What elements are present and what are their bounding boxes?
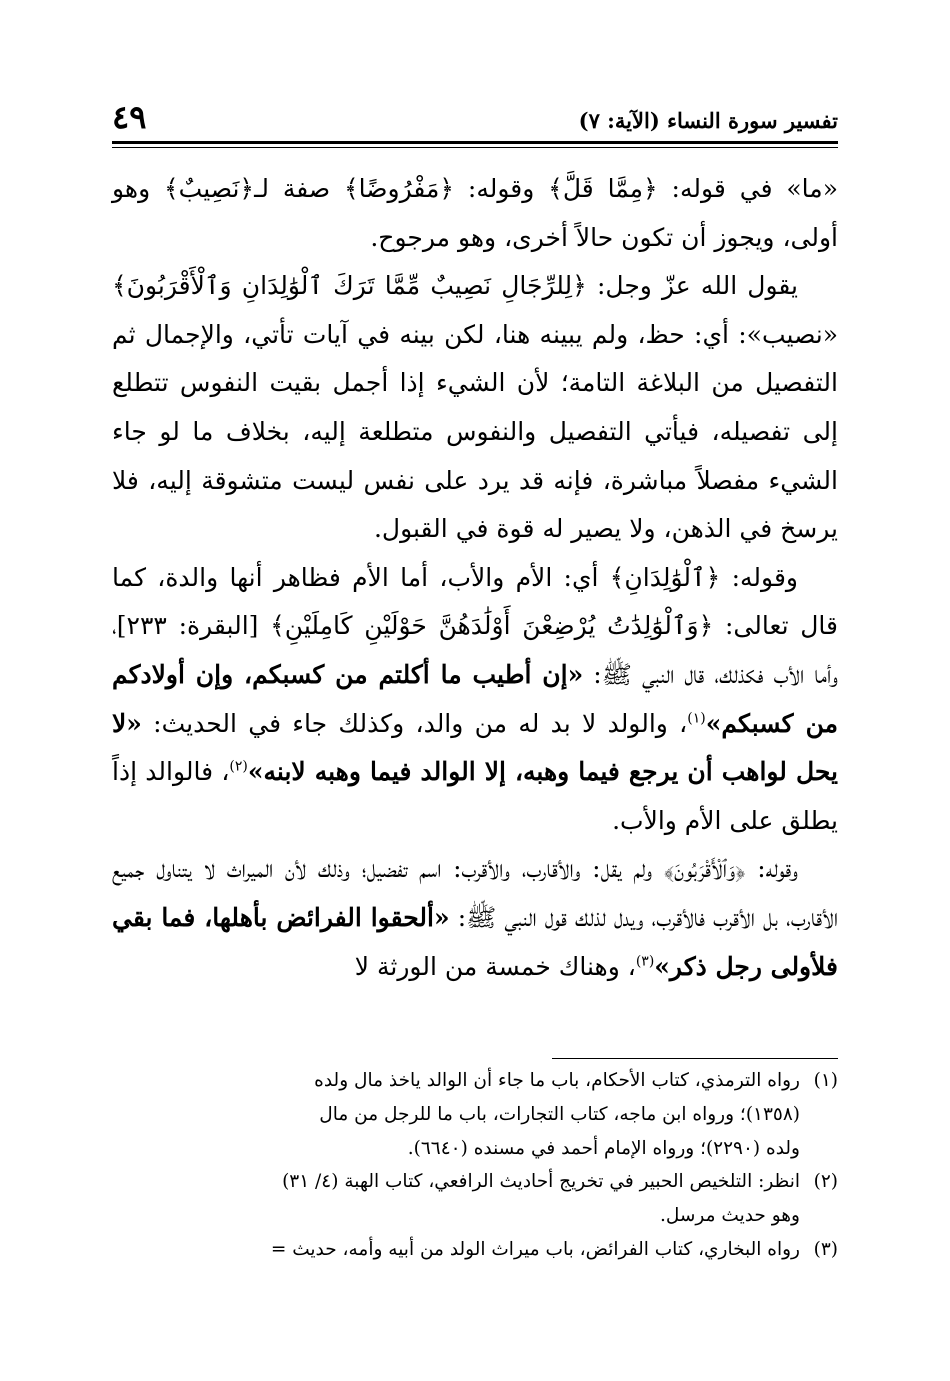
- footnote-text: انظر: التلخيص الحبير في تخريج أحاديث الرافعي، كتاب الهبة (٤/ ٣١): [282, 1171, 800, 1193]
- paragraph-text: ، وهناك خمسة من الورثة لا: [354, 951, 636, 981]
- header-rule-thin: [112, 147, 838, 148]
- footnote: [112, 1064, 838, 1098]
- paragraph-text: وقوله: ﴿ٱلْوَٰلِدَانِ﴾ أي: الأم والأب، أما الأم فظاهر أنها والدة، كما قال تعالى: ﴿وَٱلْوَٰلِدَٰتُ يُرْضِعْنَ أَوْلَٰدَهُنَّ حَوْلَيْنِ كَامِلَيْنِ﴾ [البقرة: ٢٣٣]، وأما الأب فكذلك، قال النبي ﷺ:: [112, 562, 838, 689]
- paragraph: [112, 262, 838, 554]
- header-rule: [112, 141, 838, 144]
- paragraph-text: ، فالوالد إذاً يطلق على الأم والأب.: [112, 757, 838, 835]
- footnote-continuation: ولده (٢٢٩٠)؛ ورواه الإمام أحمد في مسنده (٦٦٤٠).: [407, 1137, 800, 1159]
- footnote: [112, 1165, 838, 1199]
- footnote-text: رواه البخاري، كتاب الفرائض، باب ميراث الولد من أبيه وأمه، حديث =: [270, 1238, 800, 1260]
- paragraph: [112, 845, 838, 991]
- footnotes: [112, 1064, 838, 1267]
- footnote-text: رواه الترمذي، كتاب الأحكام، باب ما جاء أن الوالد ياخذ مال ولده: [314, 1070, 800, 1091]
- footnote: [112, 1233, 838, 1267]
- main-text: [112, 165, 838, 991]
- footnote-ref[interactable]: (١): [687, 710, 706, 727]
- hadith-quote: «إن أطيب ما أكلتم من كسبكم، وإن أولادكم من كسبكم»: [112, 659, 838, 738]
- hadith-quote: «ألحقوا الفرائض بأهلها، فما بقي فلأولى رجل ذكر»: [112, 902, 838, 981]
- paragraph: [112, 554, 838, 846]
- paragraph-text: يقول الله عزّ وجل: ﴿لِلرِّجَالِ نَصِيبٌ مِّمَّا تَرَكَ ٱلْوَٰلِدَانِ وَٱلْأَقْرَبُونَ﴾ «نصيب»: أي: حظ، ولم يبينه هنا، لكن بينه في آيات تأتي، والإجمال ثم التفصيل من البلاغة التامة؛ لأن الشيء إذا أجمل بقيت النفوس تتطلع إلى تفصيله، فيأتي التفصيل والنفوس متطلعة إليه، بخلاف ما لو جاء الشيء مفصلاً مباشرة، فإنه قد يرد على نفس ليست متشوقة إليه، فلا يرسخ في الذهن، ولا يصير له قوة في القبول.: [112, 271, 838, 544]
- footnote-continuation: (١٣٥٨)؛ ورواه ابن ماجه، كتاب التجارات، باب ما للرجل من مال: [319, 1103, 800, 1125]
- footnote-separator: [552, 1058, 838, 1059]
- paragraph-text: ، والولد لا بد له من والد، وكذلك جاء في الحديث:: [141, 708, 688, 738]
- hadith-quote: «لا يحل لواهب أن يرجع فيما وهبه، إلا الوالد فيما وهبه لابنه»: [112, 708, 838, 787]
- footnote-number: (٣): [813, 1238, 838, 1260]
- page-header: [112, 96, 838, 140]
- running-title: تفسير سورة النساء (الآية: ٧): [578, 108, 838, 133]
- footnote-ref[interactable]: (٢): [229, 758, 248, 775]
- paragraph-text: وقوله: ﴿وَٱلْأَقْرَبُونَ﴾ ولم يقل: والأقارب، والأقرب: اسم تفضيل؛ وذلك لأن الميراث لا يتناول جميع الأقارب، بل الأقرب فالأقرب، ويدل لذلك قول النبي ﷺ:: [112, 854, 839, 932]
- footnote-number: (١): [813, 1070, 838, 1091]
- footnote-continuation: وهو حديث مرسل.: [660, 1205, 800, 1227]
- footnote-ref[interactable]: (٣): [635, 953, 655, 970]
- paragraph: «ما» في قوله: ﴿مِمَّا قَلَّ﴾ وقوله: ﴿مَفْرُوضًا﴾ صفة لـ﴿نَصِيبٌ﴾ وهو أولى، ويجوز أن تكون حالاً أخرى، وهو مرجوح.: [112, 174, 838, 252]
- page-number: ٤٩: [112, 98, 147, 136]
- footnote-number: (٢): [813, 1171, 838, 1193]
